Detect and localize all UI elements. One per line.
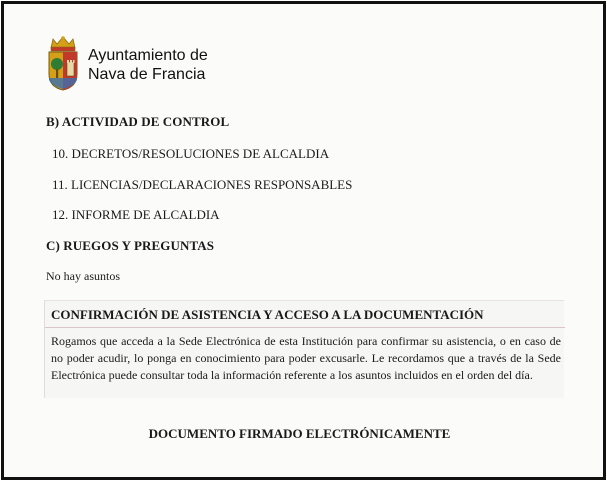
organization-name-line2: Nava de Francia: [88, 66, 206, 83]
signature-statement: [4, 426, 603, 442]
organization-name: [88, 46, 208, 84]
confirmation-title: CONFIRMACIÓN DE ASISTENCIA Y ACCESO A LA DOCUMENTACIÓN: [51, 307, 484, 322]
confirmation-divider: [45, 327, 565, 328]
section-c-body: No hay asuntos: [46, 269, 120, 283]
organization-name-line1: Ayuntamiento de: [88, 47, 208, 64]
agenda-item-12: 12. INFORME DE ALCALDIA: [52, 207, 220, 222]
coat-of-arms-icon: [46, 34, 80, 92]
agenda-item-10: 10. DECRETOS/RESOLUCIONES DE ALCALDIA: [52, 146, 330, 161]
document-page: [4, 4, 603, 477]
confirmation-box: [44, 300, 564, 398]
agenda-item-11: 11. LICENCIAS/DECLARACIONES RESPONSABLES: [52, 177, 353, 192]
section-c-heading: C) RUEGOS Y PREGUNTAS: [46, 238, 215, 253]
confirmation-text: Rogamos que acceda a la Sede Electrónica de esta Institución para confirmar su asistencia, o en caso de no poder acudir, lo ponga en conocimiento para poder excusarle. Le recordamos que a través de la Sede Electrónica puede consultar toda la información referente a los asuntos incluidos en el orden del día.: [51, 334, 561, 382]
signature-statement-text: DOCUMENTO FIRMADO ELECTRÓNICAMENTE: [148, 426, 451, 441]
section-b-heading: B) ACTIVIDAD DE CONTROL: [46, 114, 230, 129]
document-frame: [1, 1, 606, 480]
